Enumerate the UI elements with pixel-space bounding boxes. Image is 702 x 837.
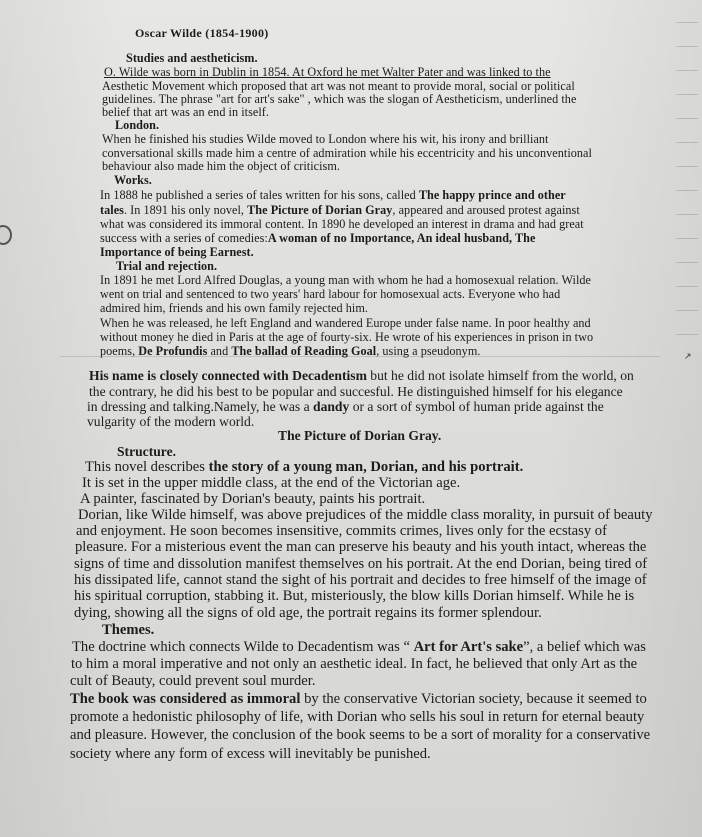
novel-line-8: his dissipated life, cannot stand the sight of his portrait and decides to free himself of the image of [74, 572, 647, 588]
themes-line-6: and pleasure. However, the conclusion of the book seems to be a sort of morality for a conservative [70, 727, 651, 743]
novel-line-2: It is set in the upper middle class, at the end of the Victorian age. [82, 475, 461, 491]
trial-line-6-c: and [207, 344, 232, 358]
novel-line-10: dying, showing all the signs of old age, the portrait regains its former splendour. [74, 605, 542, 621]
trial-line-6-b: De Profundis [138, 344, 208, 358]
studies-line-1-text: O. Wilde was born in Dublin in 1854. At Oxford he met Walter Pater and was linked to the [104, 65, 551, 79]
themes-line-1-a: The doctrine which connects Wilde to Decadentism was “ [72, 639, 414, 655]
themes-line-5: promote a hedonistic philosophy of life, with Dorian who sells his soul in return for eternal beauty [70, 709, 645, 725]
decadentism-line-4: vulgarity of the modern world. [87, 414, 255, 429]
themes-line-2: to him a moral imperative and not only an aesthetic ideal. In fact, he believed that only Art as the [71, 656, 638, 672]
themes-line-4-a: The book was considered as immoral [70, 691, 301, 707]
novel-line-7: signs of time and dissolution manifest themselves on his portrait. At the end Dorian, being tired of [74, 556, 648, 572]
trial-line-6-e: , using a pseudonym. [376, 344, 481, 358]
section-heading-studies: Studies and aestheticism. [126, 51, 258, 65]
works-line-5: Importance of being Earnest. [100, 245, 254, 259]
london-line-2: conversational skills made him a centre of admiration while his eccentricity and his unconventional [102, 146, 592, 160]
section-heading-london: London. [115, 118, 160, 132]
trial-line-6-a: poems, [100, 344, 139, 358]
works-line-4 [100, 231, 535, 246]
decadentism-line-3-b: dandy [313, 399, 350, 414]
works-line-3: what was considered its immoral content. In 1890 he developed an interest in drama and had great [100, 217, 584, 231]
studies-line-1 [104, 65, 551, 80]
themes-line-4 [70, 691, 647, 708]
london-line-3: behaviour also made him the object of criticism. [102, 159, 340, 173]
novel-line-1-b: the story of a young man, Dorian, and his portrait. [208, 459, 524, 475]
novel-line-1 [85, 459, 523, 476]
themes-line-1-c: ”, a belief which was [523, 639, 646, 655]
works-line-2 [100, 203, 580, 218]
studies-line-4: belief that art was an end in itself. [102, 105, 269, 119]
section-heading-structure: Structure. [117, 444, 177, 459]
novel-line-3: A painter, fascinated by Dorian's beauty, paints his portrait. [80, 491, 426, 507]
themes-line-3: cult of Beauty, could prevent soul murder. [70, 673, 316, 689]
works-line-4-b: A woman of no Importance, An ideal husband, The [267, 231, 536, 245]
decadentism-line-2: the contrary, he did his best to be popular and succesful. He distinguished himself for his elegance [89, 384, 623, 399]
studies-line-2: Aesthetic Movement which proposed that art was not meant to provide moral, social or political [102, 79, 575, 93]
page-title: Oscar Wilde (1854-1900) [135, 26, 269, 40]
decadentism-line-1 [89, 368, 634, 384]
trial-line-5: without money he died in Paris at the age of fourty-six. He wrote of his experiences in prison in two [100, 330, 594, 344]
decadentism-line-1-b: but he did not isolate himself from the world, on [366, 368, 634, 383]
decadentism-line-3-a: in dressing and talking.Namely, he was a [87, 399, 314, 414]
decadentism-line-3 [87, 399, 604, 415]
binder-hole-icon [0, 225, 12, 245]
novel-line-9: his spiritual corruption, stabbing it. But, misteriously, the blow kills Dorian himself. While he is [74, 588, 635, 604]
trial-line-1: In 1891 he met Lord Alfred Douglas, a young man with whom he had a homosexual relation. Wilde [100, 273, 591, 287]
decadentism-line-3-c: or a sort of symbol of human pride against the [349, 399, 604, 414]
trial-line-3: admired him, friends and his own family rejected him. [100, 301, 368, 315]
novel-line-1-a: This novel describes [85, 459, 209, 475]
pen-mark-icon: ↗ [684, 352, 692, 362]
section-heading-trial: Trial and rejection. [116, 259, 218, 273]
themes-line-7: society where any form of excess will inevitably be punished. [70, 746, 431, 762]
works-line-1-b: The happy prince and other [418, 188, 566, 202]
decadentism-line-1-a: His name is closely connected with Decadentism [89, 368, 367, 383]
works-line-1-a: In 1888 he published a series of tales written for his sons, called [100, 188, 419, 202]
novel-title: The Picture of Dorian Gray. [278, 428, 442, 443]
themes-line-4-b: by the conservative Victorian society, because it seemed to [300, 691, 647, 707]
novel-line-4: Dorian, like Wilde himself, was above prejudices of the middle class morality, in pursuit of beauty [78, 507, 653, 523]
themes-line-1 [72, 639, 646, 656]
right-margin-rules [672, 0, 702, 837]
trial-line-4: When he was released, he left England and wandered Europe under false name. In poor healthy and [100, 316, 591, 330]
works-line-2-a: tales [100, 203, 124, 217]
section-heading-works: Works. [114, 173, 152, 187]
works-line-4-a: success with a series of comedies: [100, 231, 268, 245]
works-line-2-b: . In 1891 his only novel, [123, 203, 248, 217]
works-line-1 [100, 188, 566, 203]
london-line-1: When he finished his studies Wilde moved to London where his wit, his irony and brilliant [102, 132, 549, 146]
works-line-2-d: , appeared and aroused protest against [392, 203, 580, 217]
works-line-2-c: The Picture of Dorian Gray [247, 203, 393, 217]
novel-line-6: pleasure. For a misterious event the man can preserve his beauty and his youth intact, whereas the [75, 539, 647, 555]
section-heading-themes: Themes. [102, 622, 155, 638]
novel-line-5: and enjoyment. He soon becomes insensitive, commits crimes, lives only for the ecstasy of [76, 523, 607, 539]
trial-line-6-d: The ballad of Reading Goal [231, 344, 377, 358]
studies-line-3: guidelines. The phrase "art for art's sake" , which was the slogan of Aestheticism, underlined the [102, 92, 577, 106]
trial-line-2: went on trial and sentenced to two years' hard labour for homosexual acts. Everyone who had [100, 287, 561, 301]
themes-line-1-b: Art for Art's sake [413, 639, 524, 655]
trial-line-6 [100, 344, 480, 359]
